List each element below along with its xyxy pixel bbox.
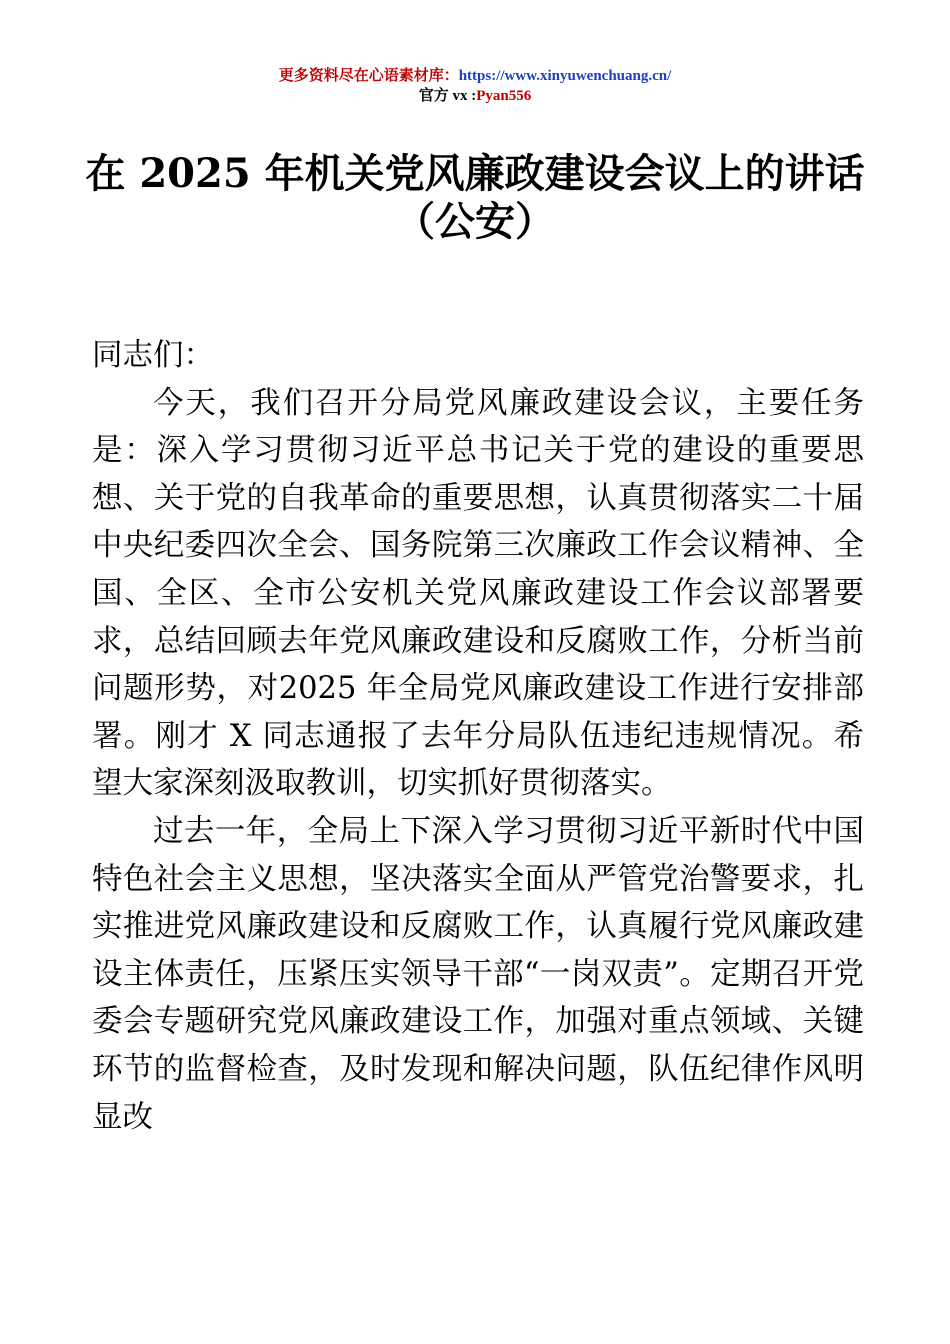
title-line-2: （公安） bbox=[395, 198, 555, 245]
salutation: 同志们： bbox=[92, 338, 214, 373]
promo-label: 更多资料尽在心语素材库： bbox=[278, 68, 459, 84]
document-body bbox=[92, 332, 864, 1141]
contact-id: Pyan556 bbox=[476, 88, 532, 104]
document-title bbox=[60, 150, 890, 246]
promo-line bbox=[0, 66, 950, 86]
title-line-1: 在 2025 年机关党风廉政建设会议上的讲话 bbox=[85, 150, 865, 197]
promo-url-link[interactable]: https://www.xinyuwenchuang.cn/ bbox=[458, 68, 672, 84]
contact-line bbox=[0, 86, 950, 106]
paragraph-2: 过去一年，全局上下深入学习贯彻习近平新时代中国特色社会主义思想，坚决落实全面从严管党治警要求，扎实推进党风廉政建设和反腐败工作，认真履行党风廉政建设主体责任，压紧压实领导干部“一岗双责”。定期召开党委会专题研究党风廉政建设工作，加强对重点领域、关键环节的监督检查，及时发现和解决问题，队伍纪律作风明显改 bbox=[92, 813, 864, 1135]
contact-label: 官方 vx : bbox=[418, 88, 477, 104]
paragraph-1: 今天，我们召开分局党风廉政建设会议，主要任务是：深入学习贯彻习近平总书记关于党的建设的重要思想、关于党的自我革命的重要思想，认真贯彻落实二十届中央纪委四次全会、国务院第三次廉政工作会议精神、全国、全区、全市公安机关党风廉政建设工作会议部署要求，总结回顾去年党风廉政建设和反腐败工作，分析当前问题形势，对2025 年全局党风廉政建设工作进行安排部署。刚才 X 同志通报了去年分局队伍违纪违规情况。希望大家深刻汲取教训，切实抓好贯彻落实。 bbox=[92, 385, 864, 802]
source-watermark bbox=[0, 66, 950, 106]
